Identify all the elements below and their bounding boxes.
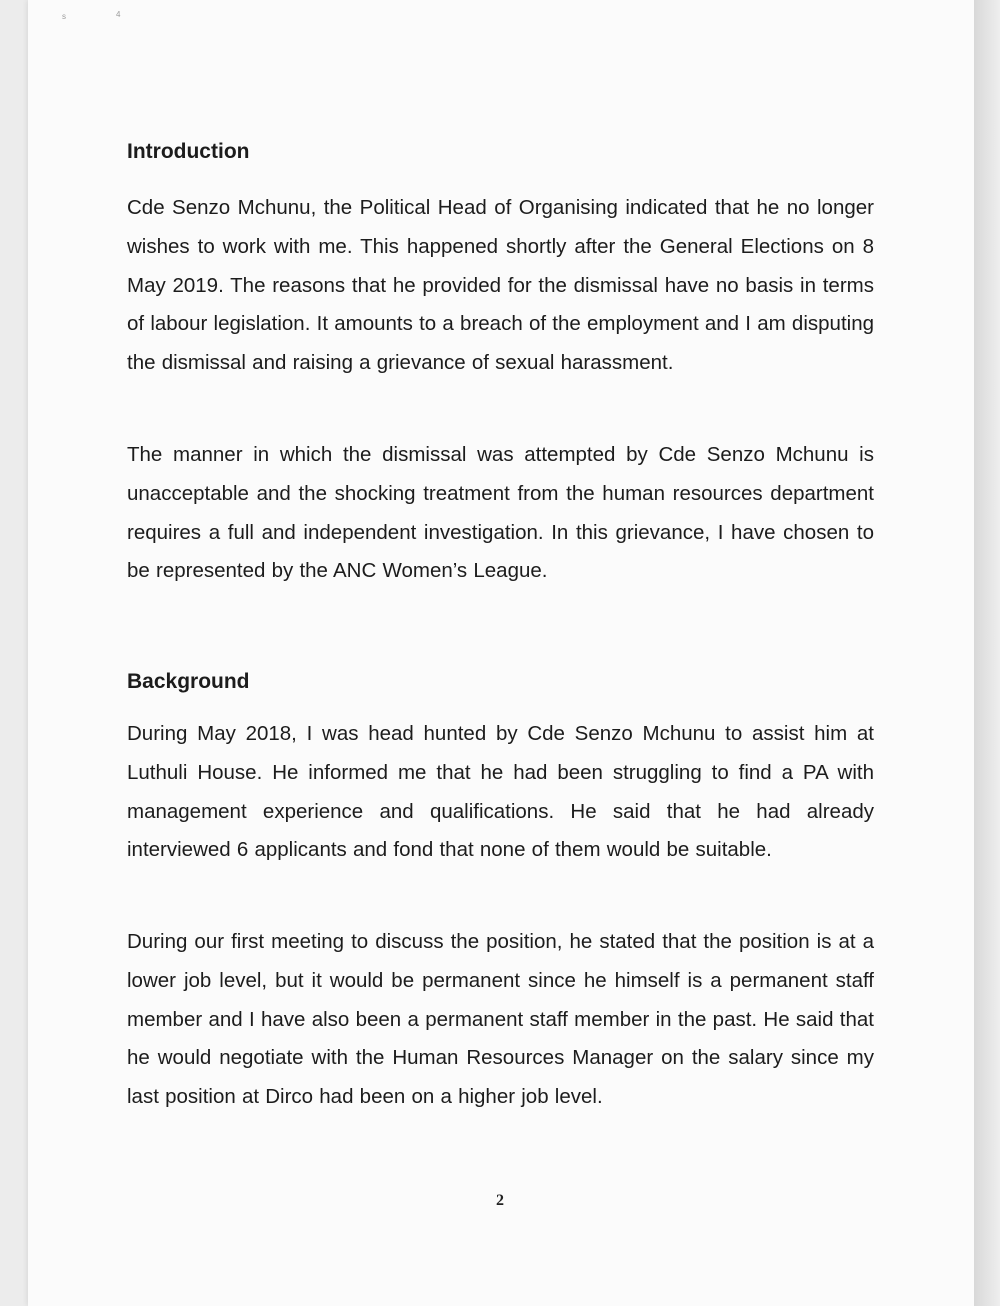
paragraph: The manner in which the dismissal was attempted by Cde Senzo Mchunu is unacceptable and the shocking treatment from the human resources department requires a full and independent investigation. In this grievance, I have chosen to be represented by the ANC Women’s League. [127,443,874,583]
section-heading-background: Background [127,670,250,693]
paragraph: Cde Senzo Mchunu, the Political Head of Organising indicated that he no longer wishes to work with me. This happened shortly after the General Elections on 8 May 2019. The reasons that he provided for the dismissal have no basis in terms of labour legislation. It amounts to a breach of the employment and I am disputing the dismissal and raising a grievance of sexual harassment. [127,196,874,375]
paragraph: During our first meeting to discuss the position, he stated that the position is at a lower job level, but it would be permanent since he himself is a permanent staff member and I have also been a permanent staff member in the past. He said that he would negotiate with the Human Resources Manager on the salary since my last position at Dirco had been on a higher job level. [127,930,874,1109]
scan-edge [974,0,1000,1306]
section-heading-introduction: Introduction [127,140,250,163]
margin-mark: s [62,12,66,21]
page-number: 2 [496,1192,504,1209]
paragraph: During May 2018, I was head hunted by Cde Senzo Mchunu to assist him at Luthuli House. He informed me that he had been struggling to find a PA with management experience and qualifications. He said that he had already interviewed 6 applicants and fond that none of them would be suitable. [127,722,874,862]
margin-mark: 4 [116,10,121,19]
